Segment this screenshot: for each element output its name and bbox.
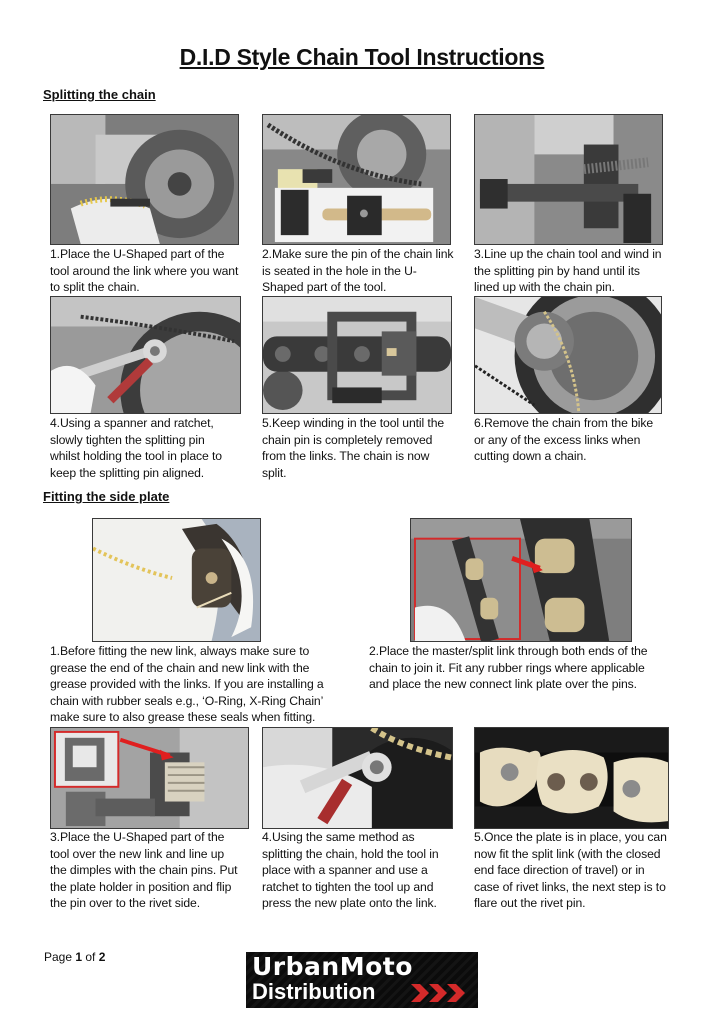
caption-line: 5.Once the plate is in place, you can	[474, 830, 667, 844]
caption-fit-step-5	[474, 829, 694, 912]
caption-line: the plate holder in position and flip	[50, 879, 232, 894]
caption-line: now fit the split link (with the closed	[474, 846, 661, 861]
caption-split-step-2	[262, 246, 472, 296]
photo-split-step-6	[474, 296, 662, 414]
caption-line: flare out the rivet pin.	[474, 896, 586, 910]
caption-line: 3.Place the U-Shaped part of the	[50, 830, 225, 844]
caption-line: lined up with the chain pin.	[474, 280, 615, 294]
caption-line: whilst holding the tool in place to	[50, 449, 222, 463]
logo-line-2: Distribution	[252, 979, 376, 1004]
caption-line: keep the splitting pin aligned.	[50, 465, 205, 480]
caption-line: the dimples with the chain pins. Put	[50, 863, 238, 877]
caption-line: 2.Place the master/split link through both ends of the	[369, 644, 648, 658]
caption-split-step-5	[262, 415, 472, 481]
caption-line: 4.Using the same method as	[262, 830, 415, 844]
caption-split-step-3	[474, 246, 684, 296]
caption-line: place with a spanner and use a	[262, 863, 428, 877]
photo-fit-step-2	[410, 518, 632, 642]
caption-line: or any of the excess links when	[474, 432, 641, 447]
caption-line: case of rivet links, the next step is to	[474, 879, 666, 894]
caption-line: splitting the chain, hold the tool in	[262, 846, 439, 861]
page-number	[44, 950, 105, 964]
caption-line: from the links. The chain is now	[262, 449, 430, 463]
caption-line: grease provided with the links. If you are installing a	[50, 677, 324, 691]
caption-fit-step-3	[50, 829, 260, 912]
page-prefix: Page	[44, 950, 76, 964]
caption-split-step-6	[474, 415, 684, 465]
red-chevrons-icon	[411, 982, 471, 1004]
caption-line: grease the end of the chain and new link with the	[50, 660, 310, 675]
caption-line: split.	[262, 465, 287, 480]
photo-split-step-3	[474, 114, 663, 245]
photo-split-step-4	[50, 296, 241, 414]
photo-fit-step-4	[262, 727, 453, 829]
section-heading-splitting: Splitting the chain	[43, 87, 156, 102]
caption-line: cutting down a chain.	[474, 449, 587, 463]
caption-line: 4.Using a spanner and ratchet,	[50, 416, 214, 430]
caption-line: tool around the link where you want	[50, 263, 239, 278]
caption-line: the pin over to the rivet side.	[50, 896, 201, 910]
caption-line: chain with rubber seals e.g., ‘O-Ring, X-Ring Chain’	[50, 693, 324, 708]
section-heading-fitting: Fitting the side plate	[43, 489, 170, 504]
page-separator: of	[82, 950, 99, 964]
caption-line: is seated in the hole in the U-	[262, 263, 417, 278]
document-title: D.I.D Style Chain Tool Instructions	[179, 44, 545, 70]
urbanmoto-logo	[246, 952, 478, 1008]
caption-line: chain to join it. Fit any rubber rings where applicable	[369, 660, 645, 675]
caption-fit-step-4	[262, 829, 472, 912]
caption-line: 2.Make sure the pin of the chain link	[262, 247, 454, 261]
logo-line-1: UrbanMoto	[252, 952, 413, 981]
caption-split-step-1	[50, 246, 255, 296]
caption-line: 3.Line up the chain tool and wind in	[474, 247, 662, 261]
caption-line: and place the new connect link plate over the pins.	[369, 677, 637, 691]
caption-line: 6.Remove the chain from the bike	[474, 416, 654, 430]
page-current: 1	[75, 950, 83, 964]
caption-line: the splitting pin by hand until its	[474, 263, 640, 278]
photo-split-step-2	[262, 114, 451, 245]
caption-line: 1.Place the U-Shaped part of the	[50, 247, 225, 261]
photo-fit-step-3	[50, 727, 249, 829]
caption-line: 1.Before fitting the new link, always make sure to	[50, 644, 310, 658]
photo-fit-step-1	[92, 518, 261, 642]
caption-line: press the new plate onto the link.	[262, 896, 437, 910]
caption-fit-step-2	[369, 643, 689, 693]
caption-line: chain pin is completely removed	[262, 432, 433, 447]
caption-split-step-4	[50, 415, 255, 481]
caption-line: slowly tighten the splitting pin	[50, 432, 205, 447]
caption-line: 5.Keep winding in the tool until the	[262, 416, 445, 430]
photo-split-step-5	[262, 296, 452, 414]
photo-fit-step-5	[474, 727, 669, 829]
photo-split-step-1	[50, 114, 239, 245]
caption-line: end face direction of travel) or in	[474, 863, 645, 877]
page-total: 2	[98, 950, 106, 964]
caption-line: tool over the new link and line up	[50, 846, 225, 861]
caption-line: to split the chain.	[50, 280, 140, 294]
caption-line: Shaped part of the tool.	[262, 280, 387, 294]
caption-fit-step-1	[50, 643, 370, 726]
caption-line: ratchet to tighten the tool up and	[262, 879, 434, 894]
caption-line: make sure to also grease these seals when fitting.	[50, 710, 316, 724]
